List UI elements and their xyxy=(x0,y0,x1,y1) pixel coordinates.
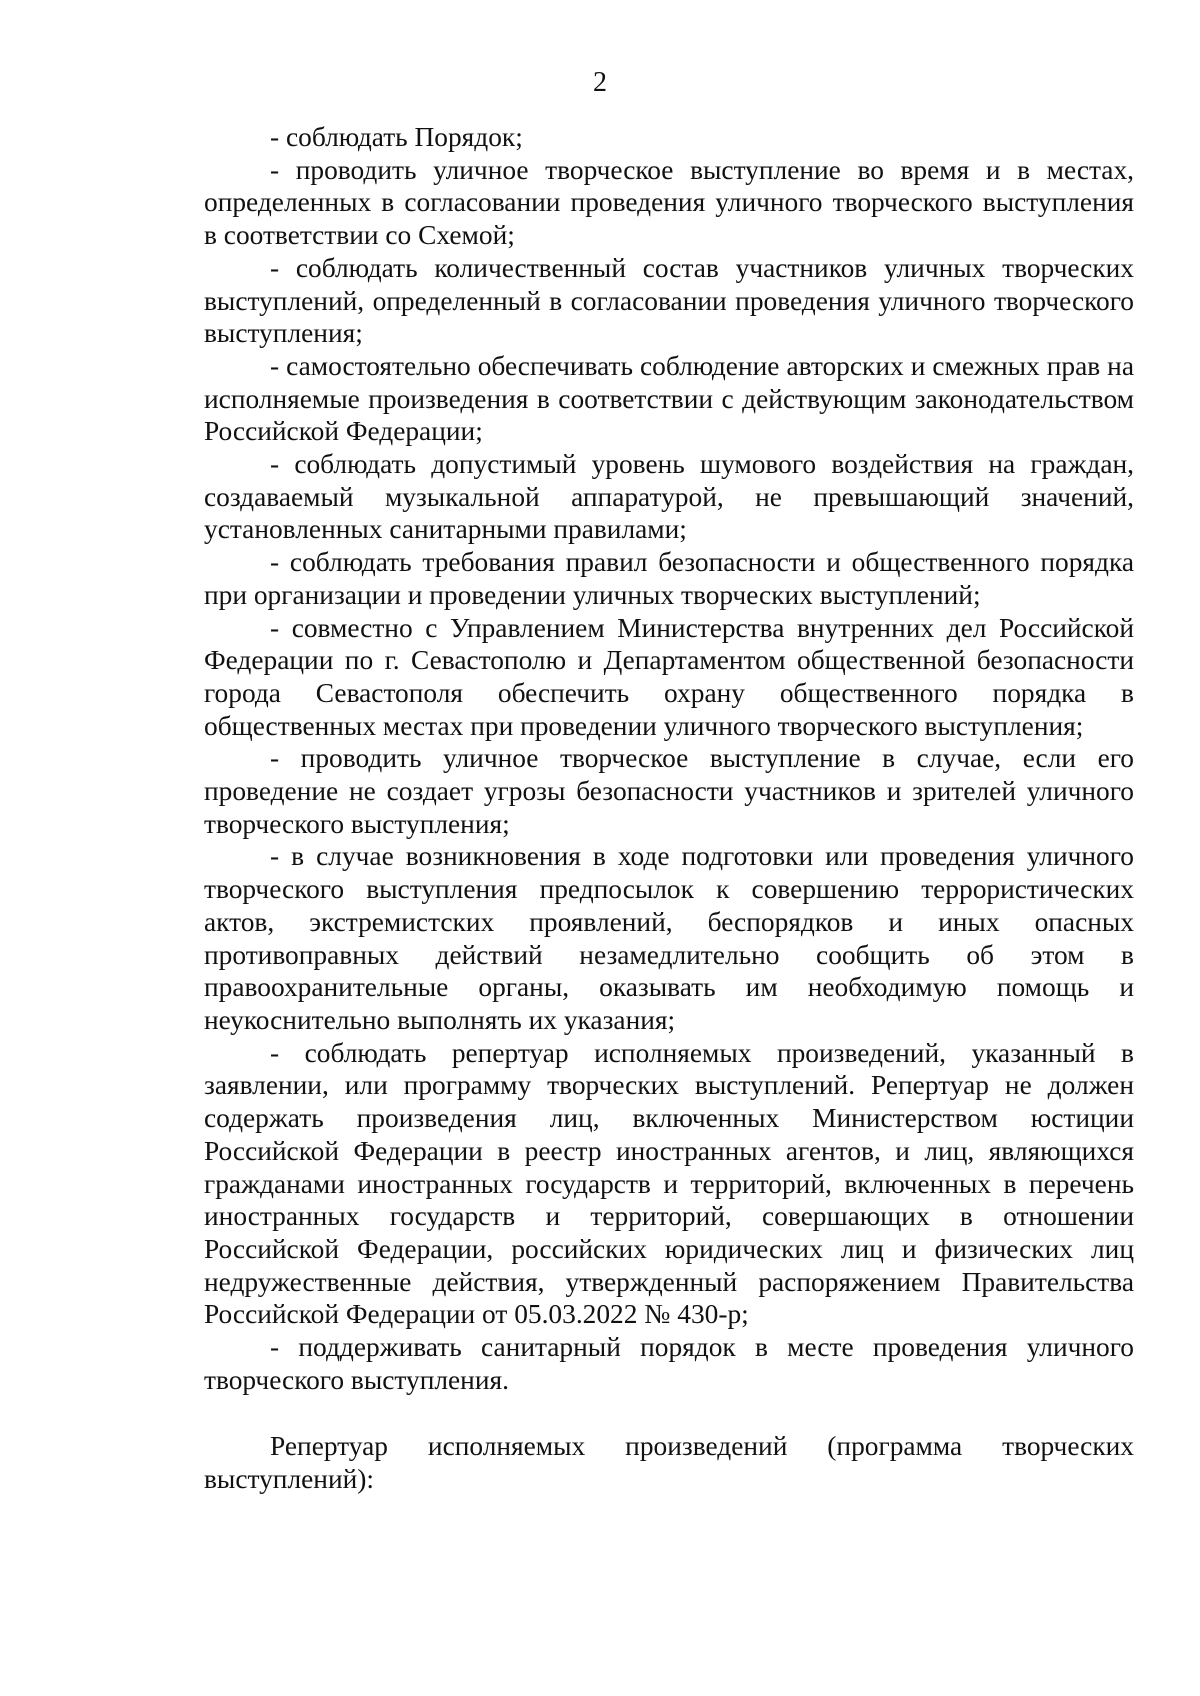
page-number: 2 xyxy=(593,67,607,98)
list-item-time-and-place: - проводить уличное творческое выступление во время и в местах, определенных в согласовании проведения уличного творческого выступления в соответствии со Схемой; xyxy=(204,154,1134,251)
list-item-report-threats: - в случае возникновения в ходе подготовки или проведения уличного творческого выступления предпосылок к совершению террористических актов, экстремистских проявлений, беспорядков и иных опасных противоправных действий незамедлительно сообщить об этом в правоохранительные органы, оказывать им необходимую помощь и неукоснительно выполнять их указания; xyxy=(204,841,1134,1035)
list-item-public-order: - совместно с Управлением Министерства внутренних дел Российской Федерации по г. Севастополю и Департаментом общественной безопасности города Севастополя обеспечить охрану общественного порядка в общественных местах при проведении уличного творческого выступления; xyxy=(204,612,1134,741)
document-body xyxy=(204,121,1134,1496)
list-item-safety-rules: - соблюдать требования правил безопасности и общественного порядка при организации и проведении уличных творческих выступлений; xyxy=(204,547,1134,610)
repertoire-heading: Репертуар исполняемых произведений (программа творческих выступлений): xyxy=(204,1431,1134,1495)
list-item-no-threat: - проводить уличное творческое выступление в случае, если его проведение не создает угрозы безопасности участников и зрителей уличного творческого выступления; xyxy=(204,743,1134,839)
list-item-participants-count: - соблюдать количественный состав участников уличных творческих выступлений, определенный в согласовании проведения уличного творческого выступления; xyxy=(204,252,1134,349)
list-item-copyright: - самостоятельно обеспечивать соблюдение авторских и смежных прав на исполняемые произведения в соответствии с действующим законодательством Российской Федерации; xyxy=(204,350,1134,447)
list-item-sanitary-order: - поддерживать санитарный порядок в месте проведения уличного творческого выступления. xyxy=(204,1332,1134,1395)
list-item-observe-procedure: - соблюдать Порядок; xyxy=(270,122,523,152)
list-item-repertoire: - соблюдать репертуар исполняемых произведений, указанный в заявлении, или программу творческих выступлений. Репертуар не должен содержать произведения лиц, включенных Министерством юстиции Российской Федерации в реестр иностранных агентов, и лиц, являющихся гражданами иностранных государств и территорий, включенных в перечень иностранных государств и территорий, совершающих в отношении Российской Федерации, российских юридических лиц и физических лиц недружественные действия, утвержденный распоряжением Правительства Российской Федерации от 05.03.2022 № 430-р; xyxy=(204,1037,1134,1330)
list-item-noise-level: - соблюдать допустимый уровень шумового воздействия на граждан, создаваемый музыкальной аппаратурой, не превышающий значений, установленных санитарными правилами; xyxy=(204,449,1134,545)
